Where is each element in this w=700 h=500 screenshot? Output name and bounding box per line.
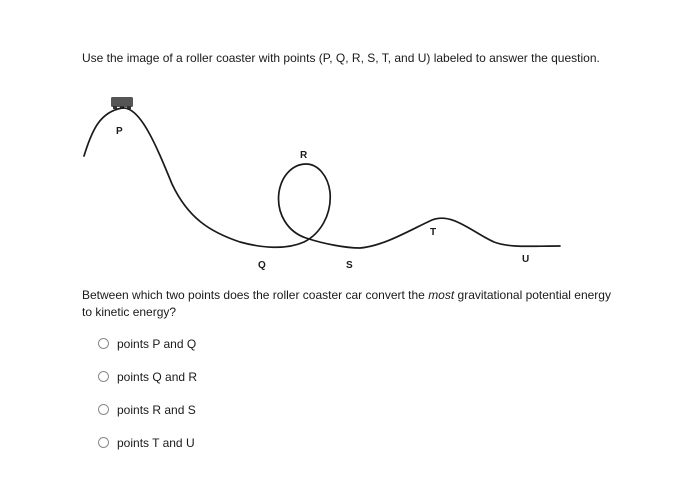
radio-button-icon[interactable] [98, 404, 109, 415]
point-label-u: U [522, 254, 530, 265]
answer-label: points P and Q [117, 336, 197, 351]
prompt-text-end: gravitational potential energy to kinetic energy? [82, 288, 611, 319]
point-label-s: S [346, 260, 353, 271]
answer-option-r-s[interactable] [98, 401, 197, 418]
coaster-track [84, 108, 560, 248]
question-prompt [82, 287, 622, 321]
answer-option-t-u[interactable] [98, 434, 197, 451]
point-label-r: R [300, 150, 308, 161]
radio-button-icon[interactable] [98, 371, 109, 382]
point-label-t: T [430, 227, 437, 238]
answer-label: points T and U [117, 435, 195, 450]
answer-label: points Q and R [117, 369, 198, 384]
answer-option-p-q[interactable] [98, 335, 197, 352]
answer-option-q-r[interactable] [98, 368, 197, 385]
radio-button-icon[interactable] [98, 338, 109, 349]
prompt-emphasis: most [428, 288, 455, 302]
radio-button-icon[interactable] [98, 437, 109, 448]
point-label-p: P [116, 126, 123, 137]
answer-label: points R and S [117, 402, 196, 417]
prompt-text-start: Between which two points does the roller coaster car convert the [82, 288, 429, 302]
point-label-q: Q [258, 260, 266, 271]
answer-options [98, 335, 197, 467]
question-intro: Use the image of a roller coaster with points (P, Q, R, S, T, and U) labeled to answer the question. [82, 51, 600, 65]
